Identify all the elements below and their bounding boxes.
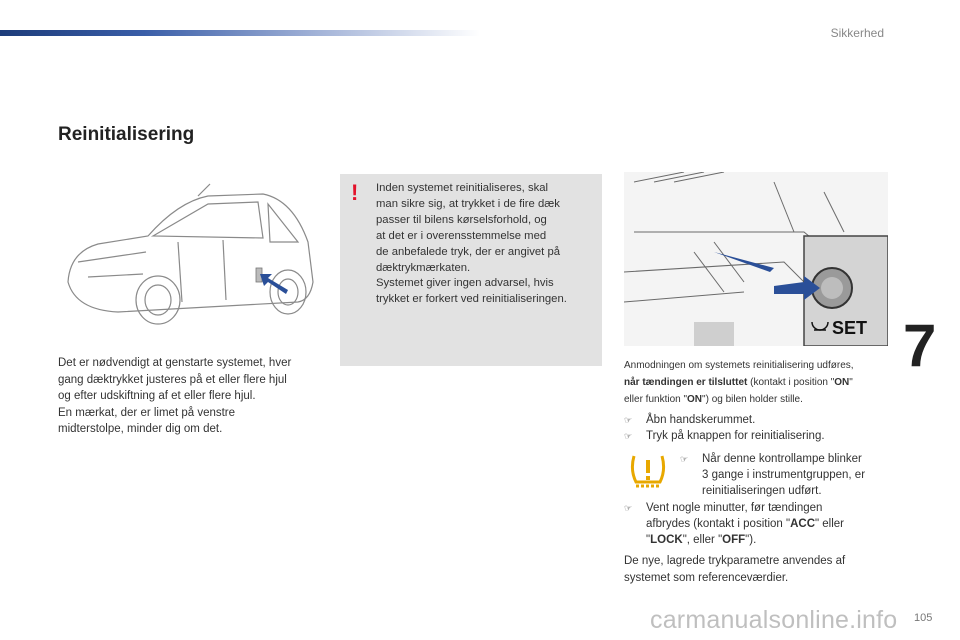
closing-line: De nye, lagrede trykparametre anvendes af — [624, 555, 846, 567]
intro-line: Det er nødvendigt at genstarte systemet, hver — [58, 357, 292, 369]
warning-line: Systemet giver ingen advarsel, hvis — [376, 277, 554, 290]
glovebox-reset-button-photo — [624, 172, 888, 346]
step-line: Vent nogle minutter, før tændingen — [646, 502, 823, 514]
chapter-number: 7 — [903, 312, 937, 379]
step-wait-minutes: ☞ Vent nogle minutter, før tændingen afbrydes (kontakt i position "ACC" eller "LOCK", eller "OFF"). — [624, 500, 886, 548]
car-illustration — [58, 182, 318, 342]
note-bold: når tændingen er tilsluttet — [624, 377, 748, 388]
step-press-reset: ☞ Tryk på knappen for reinitialisering. — [624, 430, 825, 442]
intro-line: og efter udskiftning af et eller flere hjul. — [58, 390, 256, 402]
off-label: OFF — [722, 534, 746, 546]
warning-line: dæktrykmærkaten. — [376, 261, 471, 274]
warning-line: trykket er forkert ved reinitialiseringen. — [376, 293, 567, 306]
bullet-arrow-icon: ☞ — [624, 415, 633, 425]
tyre-pressure-warning-icon — [628, 450, 668, 490]
bullet-arrow-icon: ☞ — [680, 454, 689, 464]
closing-paragraph — [624, 553, 884, 586]
warning-line: man sikre sig, at trykket i de fire dæk — [376, 197, 560, 210]
closing-line: systemet som referenceværdier. — [624, 571, 789, 584]
bullet-arrow-icon: ☞ — [624, 503, 633, 513]
intro-line: midterstolpe, minder dig om det. — [58, 423, 223, 435]
intro-line: En mærkat, der er limet på venstre — [58, 406, 236, 419]
header-gradient-bar — [0, 30, 480, 36]
reset-request-note — [624, 357, 886, 408]
acc-label: ACC — [790, 518, 815, 530]
watermark: carmanualsonline.info — [650, 606, 898, 634]
page-number: 105 — [914, 612, 933, 624]
warning-text — [376, 181, 594, 308]
warning-line: at det er i overensstemmelse med — [376, 229, 547, 242]
set-label: SET — [832, 318, 868, 338]
note-text: (kontakt i position " — [747, 377, 835, 388]
intro-line: gang dæktrykket justeres på et eller flere hjul — [58, 373, 287, 386]
warning-exclamation-icon: ! — [351, 180, 359, 205]
warning-line: de anbefalede tryk, der er angivet på — [376, 245, 561, 258]
intro-paragraph — [58, 355, 318, 438]
note-text: Anmodningen om systemets reinitialisering udføres, — [624, 360, 854, 371]
sub-step-lamp-blinks — [680, 451, 890, 499]
note-text: eller funktion " — [624, 394, 688, 405]
note-on: ON — [687, 394, 703, 405]
sub-step-line: 3 gange i instrumentgruppen, er — [702, 469, 866, 481]
note-text: ") og bilen holder stille. — [702, 394, 803, 405]
warning-line: Inden systemet reinitialiseres, skal — [376, 182, 549, 194]
page-title: Reinitialisering — [58, 124, 195, 145]
sub-step-line: Når denne kontrollampe blinker — [702, 453, 862, 465]
warning-line: passer til bilens kørselsforhold, og — [376, 213, 547, 226]
section-label: Sikkerhed — [830, 26, 884, 40]
note-on: ON — [834, 377, 850, 388]
bullet-arrow-icon: ☞ — [624, 431, 633, 441]
lock-label: LOCK — [650, 534, 683, 546]
sub-step-line: reinitialiseringen udført. — [702, 485, 822, 497]
note-text: " — [849, 377, 853, 388]
step-open-glovebox: ☞ Åbn handskerummet. — [624, 414, 756, 426]
